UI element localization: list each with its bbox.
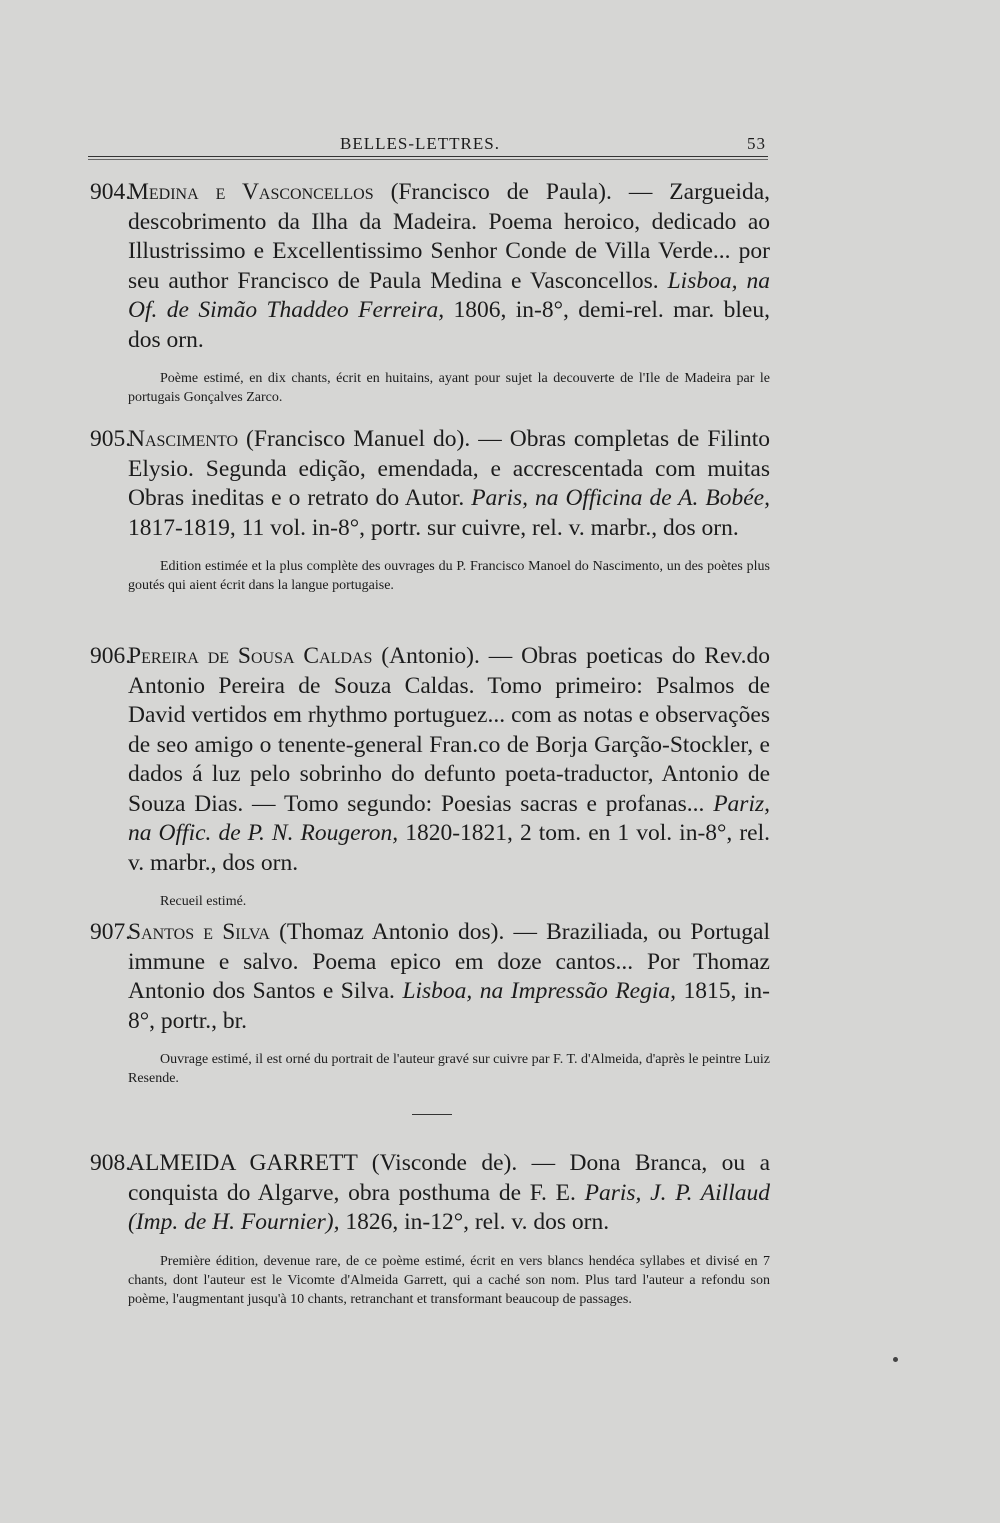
entry-author: Santos e Silva xyxy=(128,919,270,945)
entry-note: Recueil estimé. xyxy=(160,894,247,909)
running-header xyxy=(90,134,770,154)
entry-number: 905. xyxy=(90,426,132,452)
entry-text xyxy=(90,642,770,878)
entry-text xyxy=(90,425,770,543)
entry-number: 907. xyxy=(90,919,132,945)
entry-imprint: Paris, na Officina de A. Bobée, xyxy=(471,485,770,511)
entry-description: (Antonio). — Obras poeticas do Rev.do Antonio Pereira de Souza Caldas. Tomo primeiro: Psalmos de David vertidos em rhythmo portuguez... com as notas e observações de seo amigo o tenente-general Fran.co de Borja Garção-Stockler, e dados á luz pelo sobrinho do defunto poeta-traductor, Antonio de Souza Dias. — Tomo segundo: Poesias sacras e profanas... xyxy=(128,643,770,817)
entry-description: (Visconde de). — Dona Branca, ou a conquista do Algarve, obra posthuma de F. E. xyxy=(128,1150,770,1206)
entry-note: Ouvrage estimé, il est orné du portrait de l'auteur gravé sur cuivre par F. T. d'Almeida, d'après le peintre Luiz Resende. xyxy=(128,1052,770,1086)
entry-908 xyxy=(90,1149,770,1309)
entry-collation: 1806, in-8°, demi-rel. mar. bleu, dos orn. xyxy=(128,297,770,353)
entry-description: (Francisco de Paula). — Zargueida, descobrimento da Ilha da Madeira. Poema heroico, dedicado ao Illustrissimo e Excellentissimo Senhor Conde de Villa Verde... por seu author Francisco de Paula Medina e Vasconcellos. xyxy=(128,179,770,294)
header-rule xyxy=(88,156,768,157)
entry-text xyxy=(90,178,770,355)
entry-number: 904. xyxy=(90,179,132,205)
entry-description: (Francisco Manuel do). — Obras completas de Filinto Elysio. Segunda edição, emendada, e accrescentada com muitas Obras ineditas e o retrato do Autor. xyxy=(128,426,771,511)
entry-text xyxy=(90,1149,770,1238)
paper-speck xyxy=(893,1357,898,1362)
entry-905 xyxy=(90,425,770,595)
entry-text xyxy=(90,918,770,1036)
entry-description: (Thomaz Antonio dos). — Braziliada, ou Portugal immune e salvo. Poema epico em doze cantos... Por Thomaz Antonio dos Santos e Silva. xyxy=(128,919,771,1004)
entry-number: 908. xyxy=(90,1150,132,1176)
entry-904 xyxy=(90,178,770,407)
entry-note: Poème estimé, en dix chants, écrit en huitains, ayant pour sujet la decouverte de l'Ile de Madeira par le portugais Gonçalves Zarco. xyxy=(128,371,770,405)
section-title: BELLES-LETTRES. xyxy=(340,134,500,153)
entry-author: Pereira de Sousa Caldas xyxy=(128,643,373,669)
entry-collation: 1826, in-12°, rel. v. dos orn. xyxy=(345,1209,610,1235)
entry-collation: 1817-1819, 11 vol. in-8°, portr. sur cuivre, rel. v. marbr., dos orn. xyxy=(128,514,739,541)
entry-author: Medina e Vasconcellos xyxy=(128,179,374,205)
entry-note: Première édition, devenue rare, de ce poème estimé, écrit en vers blancs hendéca syllabes et divisé en 7 chants, dont l'auteur est le Vicomte d'Almeida Garrett, qui a caché son nom. Plus tard l'auteur a refondu son poème, l'augmentant jusqu'à 10 chants, retranchant et transformant beaucoup de passages. xyxy=(128,1253,770,1307)
entry-imprint: Pariz, na Offic. de P. N. Rougeron, xyxy=(128,790,770,846)
entry-imprint: Paris, J. P. Aillaud (Imp. de H. Fournier), xyxy=(128,1179,770,1235)
entry-imprint: Lisboa, na Impressão Regia, xyxy=(402,978,677,1004)
entry-note: Edition estimée et la plus complète des ouvrages du P. Francisco Manoel do Nascimento, un des poètes plus goutés qui aient écrit dans la langue portugaise. xyxy=(128,559,770,593)
entry-907 xyxy=(90,918,770,1088)
entry-author: ALMEIDA GARRETT xyxy=(128,1150,358,1176)
entry-author: Nascimento xyxy=(128,426,239,452)
entry-collation: 1815, in-8°, portr., br. xyxy=(128,978,771,1034)
page-number: 53 xyxy=(747,134,766,153)
entry-906 xyxy=(90,642,770,911)
separator-rule xyxy=(412,1114,452,1115)
entry-number: 906. xyxy=(90,643,132,669)
header-rule-thin xyxy=(88,159,768,160)
entry-collation: 1820-1821, 2 tom. en 1 vol. in-8°, rel. v. marbr., dos orn. xyxy=(128,820,770,876)
entry-imprint: Lisboa, na Of. de Simão Thaddeo Ferreira, xyxy=(128,267,770,323)
